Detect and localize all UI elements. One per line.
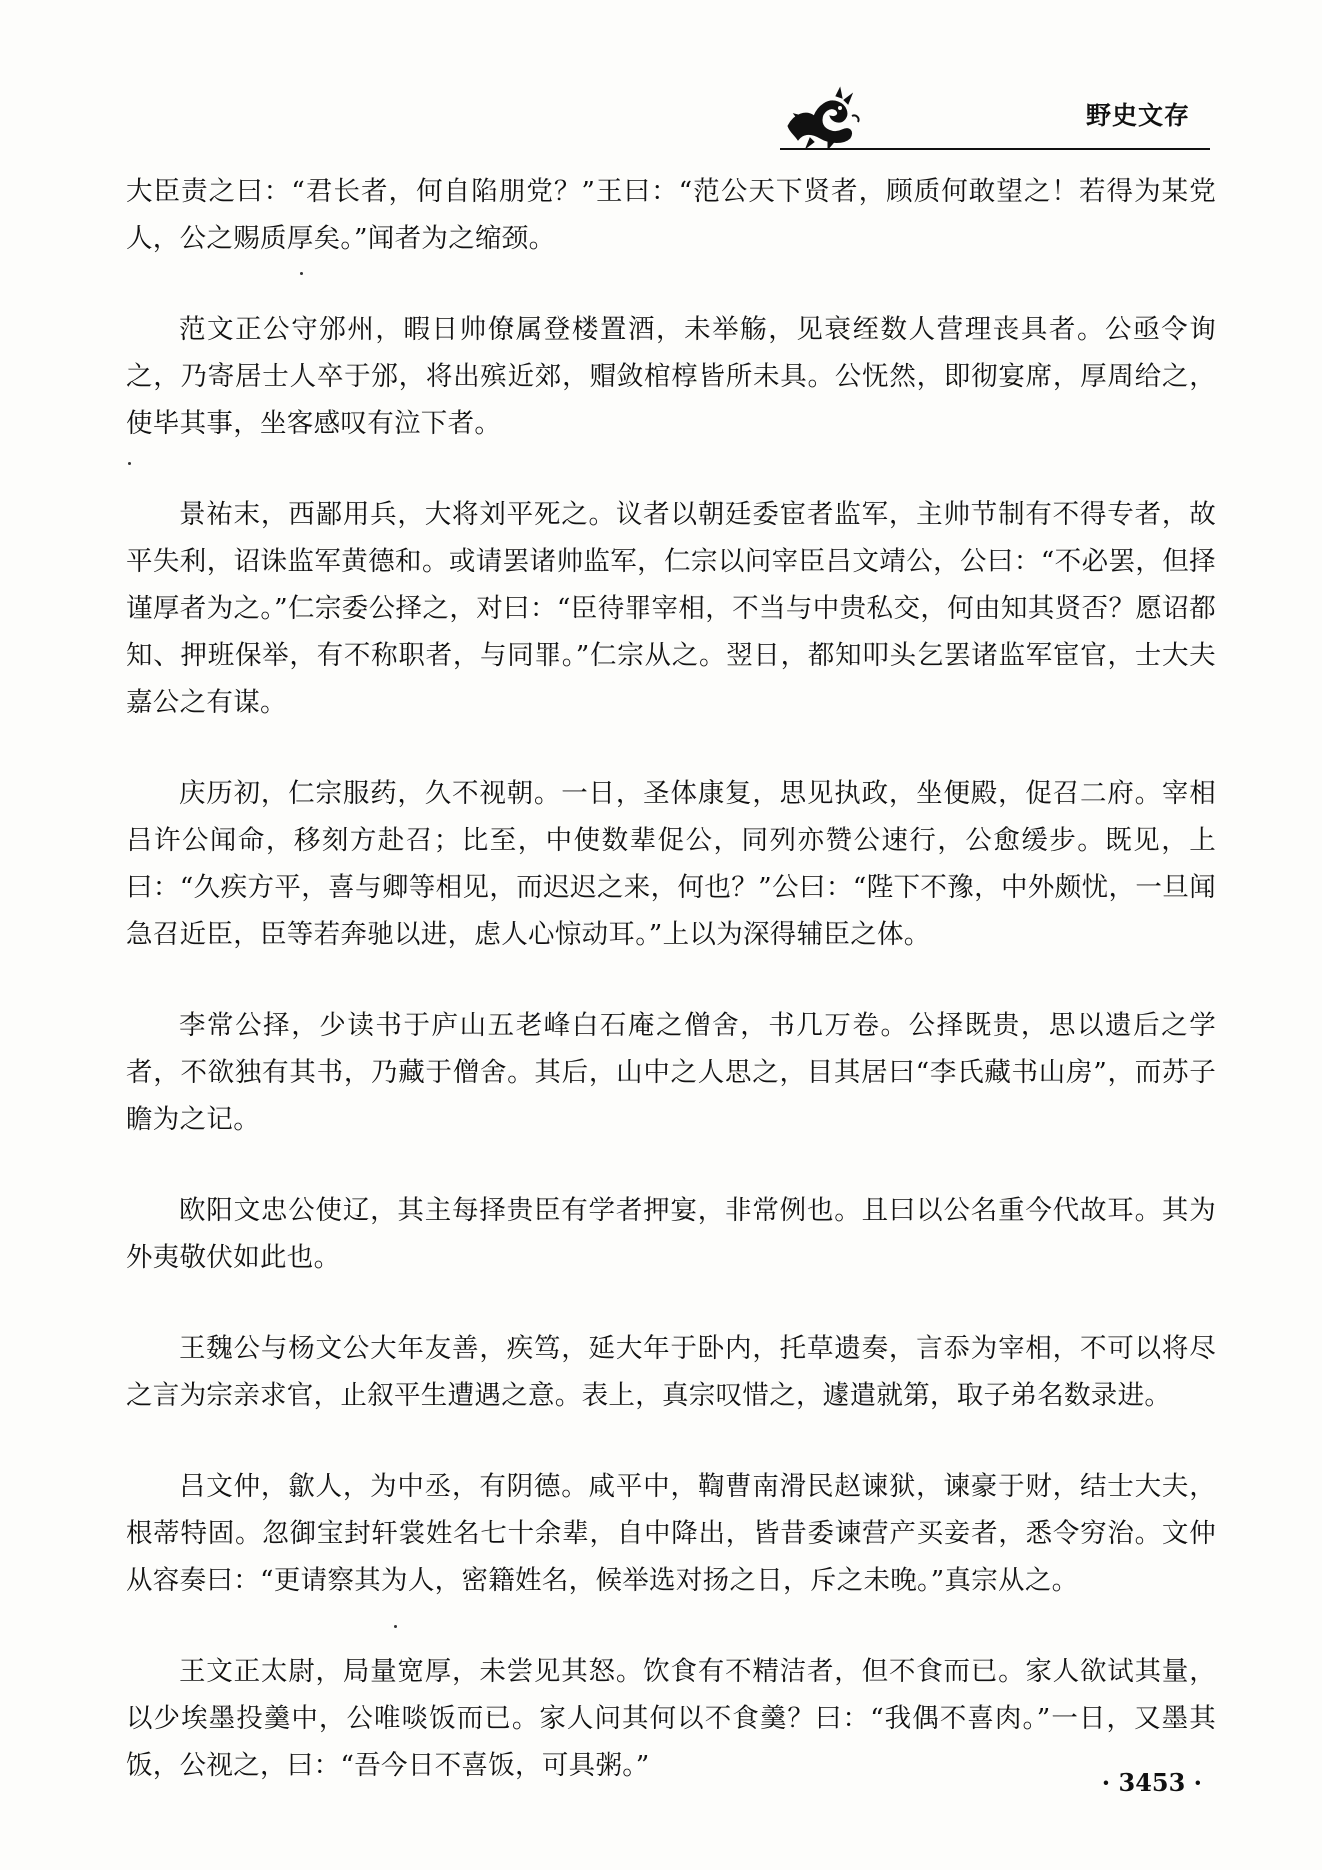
header-rule — [780, 148, 1210, 150]
paragraph: 范文正公守邠州，暇日帅僚属登楼置酒，未举觞，见衰绖数人营理丧具者。公亟令询之，乃寄居士人卒于邠，将出殡近郊，赗敛棺椁皆所未具。公怃然，即彻宴席，厚周给之，使毕其事，坐客感叹有泣下者。 — [126, 314, 1216, 439]
paragraph: 欧阳文忠公使辽，其主每择贵臣有学者押宴，非常例也。且曰以公名重今代故耳。其为外夷敬伏如此也。 — [126, 1195, 1216, 1273]
scan-speck — [394, 1625, 397, 1628]
paragraph: 王魏公与杨文公大年友善，疾笃，延大年于卧内，托草遗奏，言忝为宰相，不可以将尽之言为宗亲求官，止叙平生遭遇之意。表上，真宗叹惜之，遽遣就第，取子弟名数录进。 — [126, 1333, 1216, 1411]
paragraph: 大臣责之曰：“君长者，何自陷朋党？”王曰：“范公天下贤者，顾质何敢望之！若得为某党人，公之赐质厚矣。”闻者为之缩颈。 — [126, 176, 1216, 254]
running-header — [770, 86, 1210, 156]
paragraph: 吕文仲，歙人，为中丞，有阴德。咸平中，鞫曹南滑民赵谏狱，谏豪于财，结士大夫，根蒂特固。忽御宝封轩裳姓名七十余辈，自中降出，皆昔委谏营产买妾者，悉令穷治。文仲从容奏曰：“更请察其为人，密籍姓名，候举选对扬之日，斥之未晚。”真宗从之。 — [126, 1471, 1216, 1596]
scan-speck — [128, 462, 131, 465]
body-text — [126, 168, 1216, 1833]
paragraph: 庆历初，仁宗服药，久不视朝。一日，圣体康复，思见执政，坐便殿，促召二府。宰相吕许公闻命，移刻方赴召；比至，中使数辈促公，同列亦赞公速行，公愈缓步。既见，上曰：“久疾方平，喜与卿等相见，而迟迟之来，何也？”公曰：“陛下不豫，中外颇忧，一旦闻急召近臣，臣等若奔驰以进，虑人心惊动耳。”上以为深得辅臣之体。 — [126, 778, 1216, 950]
paragraph: 王文正太尉，局量宽厚，未尝见其怒。饮食有不精洁者，但不食而已。家人欲试其量，以少埃墨投羹中，公唯啖饭而已。家人问其何以不食羹？曰：“我偶不喜肉。”一日，又墨其饭，公视之，曰：“吾今日不喜饭，可具粥。” — [126, 1656, 1216, 1781]
scan-speck — [300, 272, 303, 275]
dragon-icon — [780, 86, 862, 150]
book-title: 野史文存 — [1085, 101, 1190, 130]
paragraph: 景祐末，西鄙用兵，大将刘平死之。议者以朝廷委宦者监军，主帅节制有不得专者，故平失利，诏诛监军黄德和。或请罢诸帅监军，仁宗以问宰臣吕文靖公，公曰：“不必罢，但择谨厚者为之。”仁宗委公择之，对曰：“臣待罪宰相，不当与中贵私交，何由知其贤否？愿诏都知、押班保举，有不称职者，与同罪。”仁宗从之。翌日，都知叩头乞罢诸监军宦官，士大夫嘉公之有谋。 — [126, 499, 1216, 718]
page-number: · 3453 · — [1101, 1768, 1202, 1797]
paragraph: 李常公择，少读书于庐山五老峰白石庵之僧舍，书几万卷。公择既贵，思以遗后之学者，不欲独有其书，乃藏于僧舍。其后，山中之人思之，目其居曰“李氏藏书山房”，而苏子瞻为之记。 — [126, 1010, 1216, 1135]
